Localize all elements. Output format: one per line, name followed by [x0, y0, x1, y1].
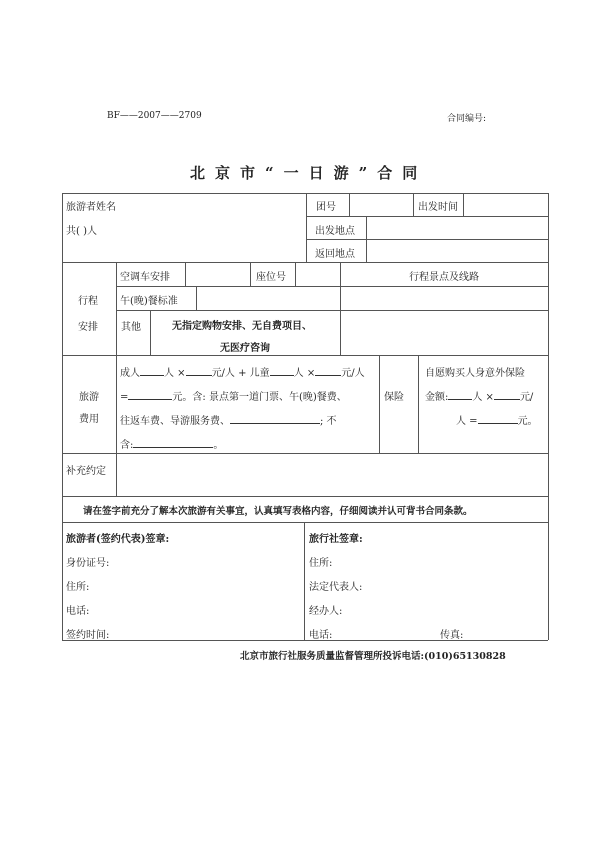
form-code: BF——2007——2709 [107, 111, 202, 121]
fees-label-1: 旅游 [79, 392, 99, 403]
fee-line-2: = 元。含: 景点第一道门票、午(晚)餐费、 [120, 392, 347, 403]
route-label: 行程景点及线路 [409, 272, 479, 283]
fax-label: 传真: [440, 630, 464, 641]
insurance-amount-line: 金额: 人 × 元/ [425, 392, 534, 403]
page-title: 北京市“一日游”合同 [190, 164, 428, 182]
traveler-count-label: 共( )人 [66, 226, 97, 237]
insurance-total-line: 人 = 元。 [456, 416, 538, 427]
fee-line-3: 往返车费、导游服务费、 ; 不 [120, 416, 337, 427]
itinerary-label-1: 行程 [78, 296, 98, 307]
fee-line-1: 成人 人 × 元/人 + 儿童 人 × 元/人 [120, 368, 365, 379]
itinerary-label-2: 安排 [78, 322, 98, 333]
group-no-label: 团号 [316, 202, 336, 213]
other-text-2: 无医疗咨询 [220, 343, 270, 354]
agency-phone-label: 电话: [309, 630, 333, 641]
contract-number-label: 合同编号: [447, 114, 487, 124]
tourist-phone-label: 电话: [66, 606, 90, 617]
supplement-label: 补充约定 [66, 466, 106, 477]
seat-no-label: 座位号 [256, 272, 286, 283]
other-text-1: 无指定购物安排、无自费项目、 [172, 321, 312, 332]
depart-place-label: 出发地点 [315, 226, 355, 237]
traveler-name-label: 旅游者姓名 [66, 202, 116, 213]
depart-time-label: 出发时间 [418, 202, 458, 213]
insurance-label: 保险 [384, 392, 404, 403]
id-number-label: 身份证号: [66, 558, 110, 569]
agency-address-label: 住所: [309, 558, 333, 569]
agency-sign-title: 旅行社签章: [309, 534, 363, 545]
tourist-sign-title: 旅游者(签约代表)签章: [66, 534, 170, 545]
meal-standard-label: 午(晚)餐标准 [120, 296, 178, 307]
voluntary-insurance: 自愿购买人身意外保险 [425, 368, 525, 379]
sign-time-label: 签约时间: [66, 630, 110, 641]
handler-label: 经办人: [309, 606, 343, 617]
notice-text: 请在签字前充分了解本次旅游有关事宜，认真填写表格内容，仔细阅读并认可背书合同条款。 [83, 506, 473, 517]
ac-bus-label: 空调车安排 [120, 272, 170, 283]
tourist-address-label: 住所: [66, 582, 90, 593]
fees-label-2: 费用 [79, 414, 99, 425]
complaint-hotline: 北京市旅行社服务质量监督管理所投诉电话:(010)65130828 [240, 651, 506, 662]
other-label: 其他 [121, 322, 141, 333]
legal-rep-label: 法定代表人: [309, 582, 363, 593]
fee-line-4: 含: 。 [120, 440, 224, 451]
return-place-label: 返回地点 [315, 249, 355, 260]
